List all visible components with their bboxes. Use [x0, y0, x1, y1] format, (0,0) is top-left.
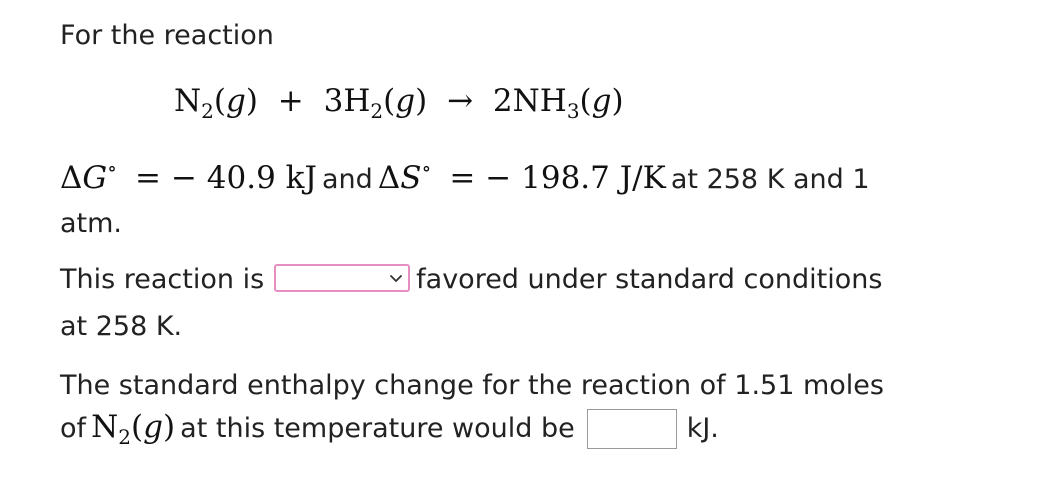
- plus-sign: +: [277, 83, 304, 119]
- enthalpy-answer-input[interactable]: [587, 409, 677, 449]
- nh3-symbol: 2NH: [492, 83, 567, 119]
- enthalpy-unit: kJ.: [686, 413, 719, 444]
- enthalpy-middle: at this temperature would be: [180, 413, 575, 444]
- favored-statement: [60, 266, 882, 295]
- enthalpy-n2-subscript: 2: [118, 425, 131, 449]
- h2-phase: g: [395, 83, 416, 119]
- h2-subscript: 2: [370, 99, 384, 123]
- h2-symbol: 3H: [323, 83, 371, 119]
- delta-g-delta: Δ: [60, 160, 83, 196]
- n2-subscript: 2: [201, 99, 214, 123]
- delta-s-value: − 198.7 J/K: [485, 160, 666, 196]
- enthalpy-n2-symbol: N: [91, 409, 119, 445]
- conditions-text-cont: atm.: [60, 208, 123, 239]
- delta-s-delta: Δ: [377, 160, 401, 196]
- enthalpy-n2-phase: g: [143, 409, 163, 445]
- reaction-equation: $N_2(g) + 3H_2(g) \to 2NH_3(g)$: [174, 83, 624, 123]
- delta-g-degree: ∘: [107, 156, 117, 180]
- chevron-down-icon: [388, 270, 404, 286]
- nh3-subscript: 3: [566, 99, 580, 123]
- n2-symbol: N: [174, 83, 202, 119]
- delta-s-equals: =: [449, 160, 476, 196]
- delta-g-equals: =: [134, 160, 161, 196]
- enthalpy-question-line2: of $N_2(g)$ at this temperature would be kJ.: [60, 409, 719, 449]
- conditions-text: at 258 K and 1: [670, 164, 870, 195]
- delta-s-symbol: S: [400, 160, 422, 196]
- enthalpy-question-line1: The standard enthalpy change for the reaction of 1.51 moles: [60, 370, 884, 401]
- n2-phase: g: [225, 83, 246, 119]
- favored-suffix-cont: at 258 K.: [60, 311, 183, 342]
- intro-text: For the reaction: [60, 20, 274, 51]
- reaction-arrow: →: [447, 83, 474, 119]
- delta-g-value: − 40.9 kJ: [170, 160, 317, 196]
- delta-g-symbol: G: [82, 160, 108, 196]
- favored-select[interactable]: [274, 264, 410, 292]
- and-text: and: [321, 164, 373, 195]
- thermo-values: [60, 156, 870, 196]
- favored-prefix: This reaction is: [60, 264, 265, 295]
- enthalpy-of: of: [60, 413, 87, 444]
- delta-s-degree: ∘: [421, 156, 432, 180]
- nh3-phase: g: [591, 83, 612, 119]
- favored-suffix: favored under standard conditions: [416, 264, 883, 295]
